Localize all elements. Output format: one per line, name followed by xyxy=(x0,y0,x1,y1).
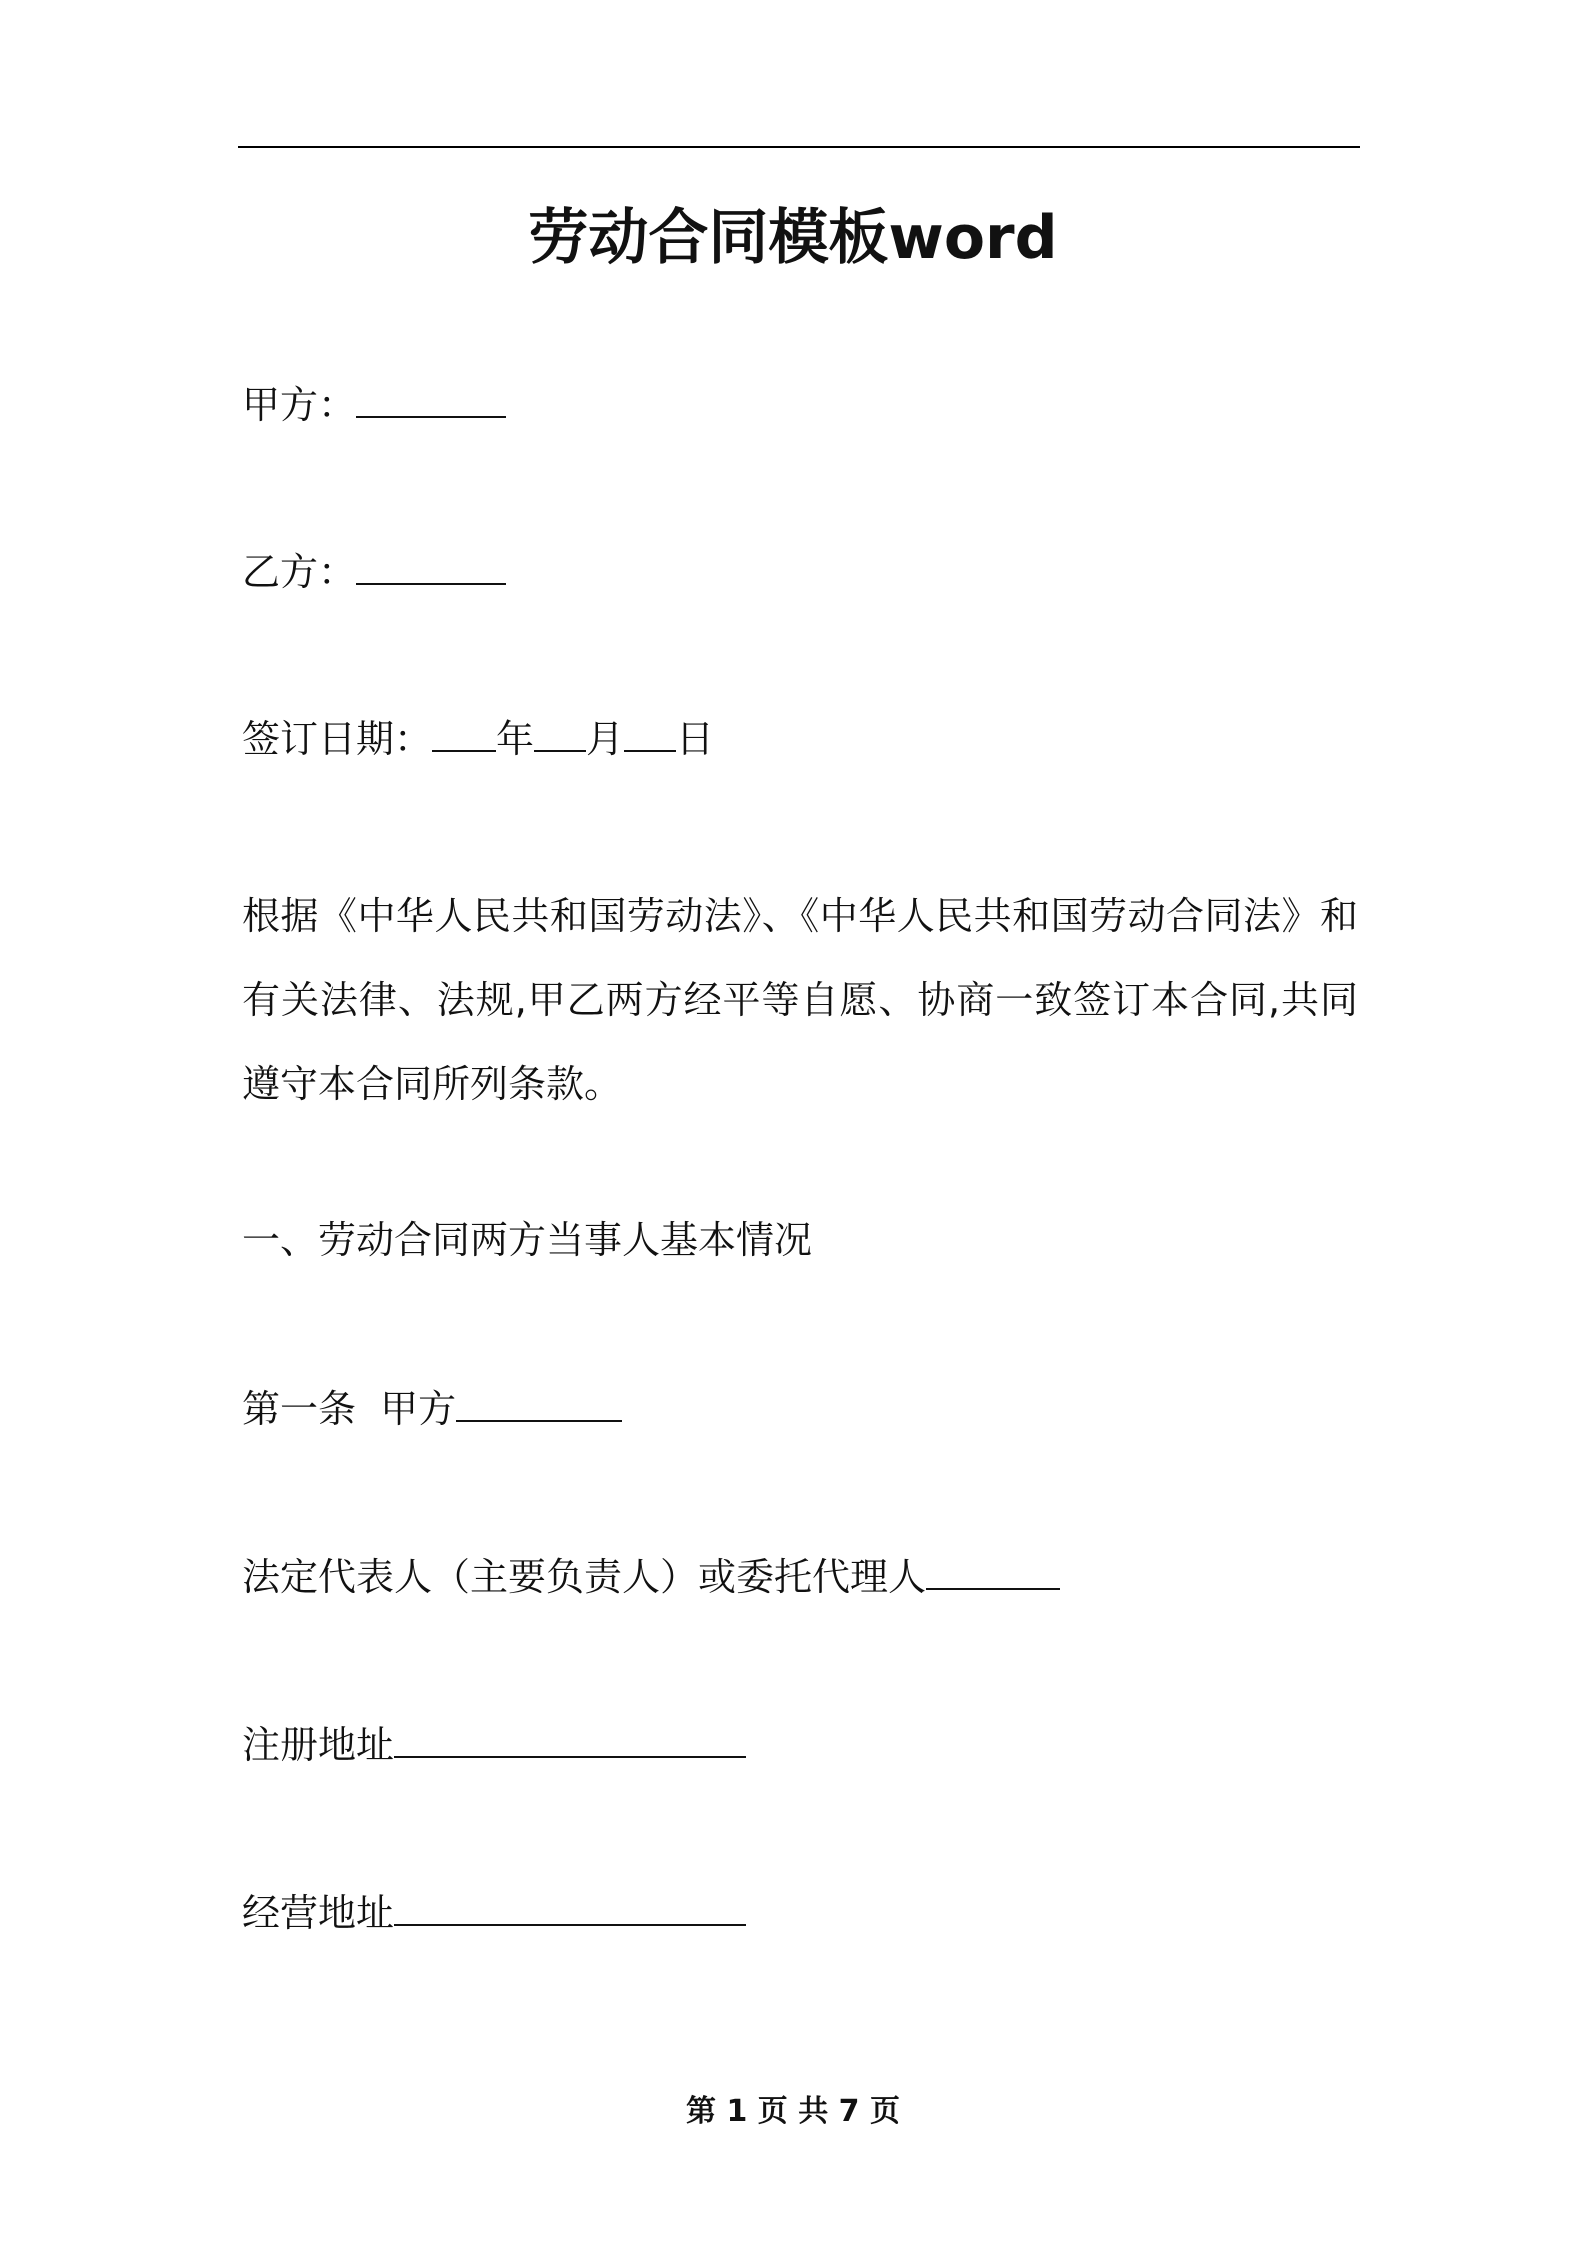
sign-date-label: 签订日期： xyxy=(242,717,433,761)
month-label: 月 xyxy=(586,717,625,761)
document-title: 劳动合同模板word xyxy=(528,203,1058,273)
legal-rep-blank xyxy=(926,1548,1060,1590)
legal-rep-label: 法定代表人（主要负责人）或委托代理人 xyxy=(242,1555,927,1599)
day-blank xyxy=(624,710,676,752)
month-blank xyxy=(534,710,586,752)
business-address-line xyxy=(242,1884,746,1941)
article-1-label: 第一条 甲方 xyxy=(242,1387,457,1431)
day-label: 日 xyxy=(676,717,715,761)
year-blank xyxy=(432,710,496,752)
party-b-blank xyxy=(356,543,506,585)
page-footer xyxy=(0,2092,1586,2132)
party-b-line xyxy=(242,543,506,600)
party-a-blank xyxy=(356,376,506,418)
party-a-line xyxy=(242,376,506,433)
section-1-heading-text: 一、劳动合同两方当事人基本情况 xyxy=(242,1218,813,1262)
business-address-label: 经营地址 xyxy=(242,1891,395,1935)
section-1-heading xyxy=(242,1212,812,1268)
registered-address-label: 注册地址 xyxy=(242,1723,395,1767)
page-indicator: 第 1 页 共 7 页 xyxy=(686,2094,900,2129)
business-address-blank xyxy=(394,1884,746,1926)
article-1-line xyxy=(242,1380,622,1437)
registered-address-line xyxy=(242,1716,746,1773)
registered-address-blank xyxy=(394,1716,746,1758)
sign-date-line xyxy=(242,710,714,767)
header-rule xyxy=(238,146,1360,148)
year-label: 年 xyxy=(496,717,535,761)
intro-paragraph: 根据《中华人民共和国劳动法》、《中华人民共和国劳动合同法》和有关法律、法规,甲乙两方经平等自愿、协商一致签订本合同,共同遵守本合同所列条款。 xyxy=(242,894,1358,1106)
legal-rep-line xyxy=(242,1548,1060,1605)
party-a-label: 甲方： xyxy=(242,383,357,427)
party-b-label: 乙方： xyxy=(242,550,357,594)
article-1-blank xyxy=(456,1380,622,1422)
